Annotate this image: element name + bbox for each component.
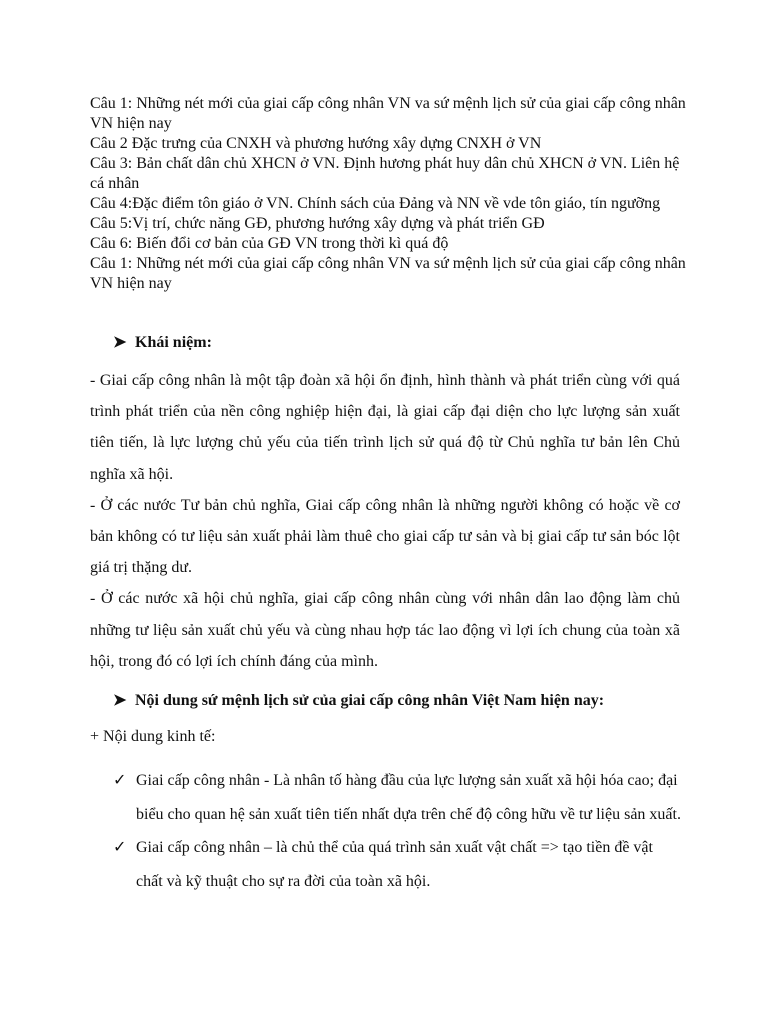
checkmark-icon: ✓ [113,772,127,789]
question-list [90,94,690,294]
check-list [113,764,683,898]
question-item: Câu 1: Những nét mới của giai cấp công nhân VN va sứ mệnh lịch sử của giai cấp công nhân VN hiện nay [90,95,686,132]
question-item: Câu 6: Biến đổi cơ bản của GĐ VN trong thời kì quá độ [90,235,449,252]
checkmark-icon: ✓ [113,839,127,856]
arrow-bullet-icon: ➤ [113,334,127,351]
arrow-bullet-icon: ➤ [113,692,127,709]
heading-mission-text: Nội dung sứ mệnh lịch sử của giai cấp công nhân Việt Nam hiện nay: [135,692,605,709]
heading-mission [113,690,604,710]
concept-paragraph: - Giai cấp công nhân là một tập đoàn xã hội ổn định, hình thành và phát triển cùng với quá trình phát triển của nền công nghiệp hiện đại, là giai cấp đại diện cho lực lượng sản xuất tiên tiến, là lực lượng chủ yếu của tiến trình lịch sử quá độ từ Chủ nghĩa tư bản lên Chủ nghĩa xã hội. [90,372,680,483]
check-item-text: Giai cấp công nhân - Là nhân tố hàng đầu của lực lượng sản xuất xã hội hóa cao; đại biểu cho quan hệ sản xuất tiên tiến nhất dựa trên chế độ công hữu về tư liệu sản xuất. [136,772,681,823]
heading-concept [113,332,212,352]
concept-body [90,365,680,677]
heading-concept-text: Khái niệm: [135,334,212,351]
check-item-text: Giai cấp công nhân – là chủ thể của quá trình sản xuất vật chất => tạo tiền đề vật chất và kỹ thuật cho sự ra đời của toàn xã hội. [136,839,653,890]
question-item: Câu 4:Đặc điểm tôn giáo ở VN. Chính sách của Đảng và NN về vde tôn giáo, tín ngưỡng [90,195,661,212]
concept-paragraph: - Ở các nước Tư bản chủ nghĩa, Giai cấp công nhân là những người không có hoặc về cơ bản không có tư liệu sản xuất phải làm thuê cho giai cấp tư sản và bị giai cấp tư sản bóc lột giá trị thặng dư. [90,496,680,577]
question-item: Câu 2 Đặc trưng của CNXH và phương hướng xây dựng CNXH ở VN [90,135,542,152]
question-item: Câu 5:Vị trí, chức năng GĐ, phương hướng xây dựng và phát triển GĐ [90,215,545,232]
check-item [113,764,683,831]
question-item: Câu 3: Bản chất dân chủ XHCN ở VN. Định hương phát huy dân chủ XHCN ở VN. Liên hệ cá nhân [90,155,680,192]
economic-content-label: + Nội dung kinh tế: [90,728,216,745]
question-item: Câu 1: Những nét mới của giai cấp công nhân VN va sứ mệnh lịch sử của giai cấp công nhân VN hiện nay [90,255,686,292]
concept-paragraph: - Ở các nước xã hội chủ nghĩa, giai cấp công nhân cùng với nhân dân lao động làm chủ những tư liệu sản xuất chủ yếu và cùng nhau hợp tác lao động vì lợi ích chung của toàn xã hội, trong đó có lợi ích chính đáng của mình. [90,590,680,670]
check-item [113,831,683,898]
